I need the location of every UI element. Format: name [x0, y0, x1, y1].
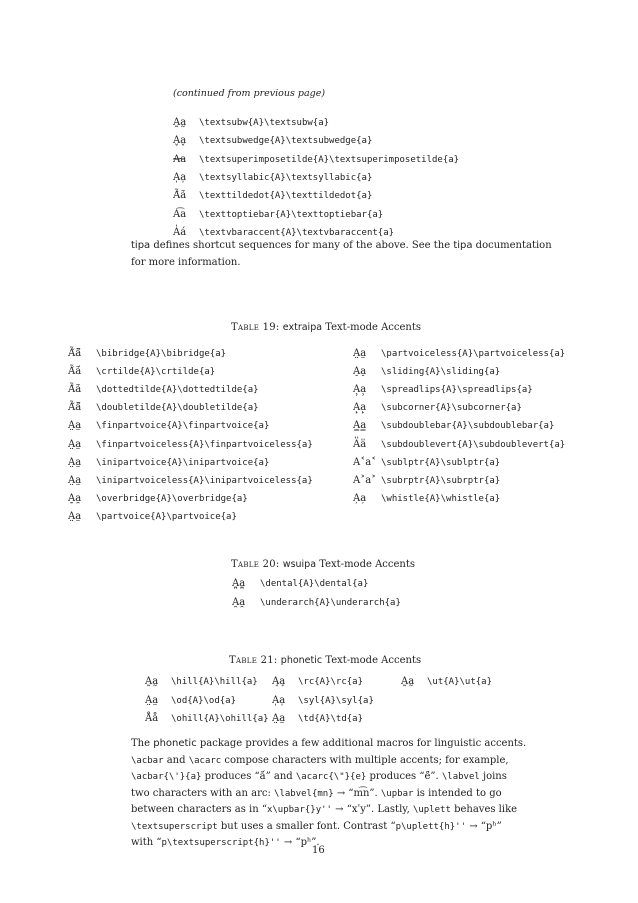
accent-glyph: A̬a̬	[173, 135, 187, 147]
accent-row	[173, 152, 459, 168]
accent-row	[353, 418, 554, 434]
accent-row	[353, 364, 500, 380]
accent-glyph: A̪a̪	[232, 578, 246, 589]
accent-command: \inipartvoiceless{A}\inipartvoiceless{a}	[96, 475, 313, 486]
accent-command: \inipartvoice{A}\inipartvoice{a}	[96, 457, 270, 468]
accent-row	[401, 674, 492, 690]
accent-row	[68, 473, 313, 489]
accent-command: \rc{A}\rc{a}	[298, 677, 364, 687]
accent-glyph: A̴a̴	[173, 153, 187, 165]
accent-row	[353, 400, 522, 416]
accent-glyph: A̤a̤	[68, 510, 82, 522]
accent-row	[272, 693, 374, 709]
accent-command: \dottedtilde{A}\dottedtilde{a}	[96, 385, 259, 396]
accent-glyph: A̩a̩	[272, 694, 286, 706]
accent-command: \partvoiceless{A}\partvoiceless{a}	[381, 349, 566, 359]
accent-row	[173, 188, 372, 204]
accent-row	[353, 473, 500, 489]
accent-command: \textsubwedge{A}\textsubwedge{a}	[199, 136, 373, 147]
accent-row	[353, 491, 500, 507]
accent-glyph: A̤a̤	[68, 438, 82, 450]
accent-glyph: A̠a̠	[353, 366, 367, 378]
accent-command: \subdoublebar{A}\subdoublebar{a}	[381, 421, 555, 432]
accent-command: \bibridge{A}\bibridge{a}	[96, 349, 227, 359]
accent-command: \td{A}\td{a}	[298, 714, 364, 724]
accent-glyph: A̤a̤	[145, 694, 159, 706]
accent-command: \texttoptiebar{A}\texttoptiebar{a}	[199, 209, 384, 220]
accent-glyph: Ã̃ã̃	[68, 348, 82, 359]
accent-command: \ut{A}\ut{a}	[427, 677, 493, 687]
accent-row	[353, 455, 500, 471]
accent-glyph: A̍á	[173, 226, 187, 238]
accent-row	[173, 133, 372, 149]
accent-row	[272, 674, 363, 690]
accent-command: \subcorner{A}\subcorner{a}	[381, 403, 522, 414]
table19-caption: Table 19: extraipa Text-mode Accents	[231, 322, 422, 333]
page-number: 16	[312, 845, 325, 856]
accent-command: \texttildedot{A}\texttildedot{a}	[199, 191, 373, 202]
accent-command: \sliding{A}\sliding{a}	[381, 367, 501, 378]
accent-row	[68, 346, 226, 362]
accent-command: \sublptr{A}\sublptr{a}	[381, 457, 501, 468]
accent-row	[272, 711, 363, 727]
accent-command: \crtilde{A}\crtilde{a}	[96, 367, 216, 378]
accent-glyph: Ã́ã́	[68, 366, 82, 378]
accent-command: \textvbaraccent{A}\textvbaraccent{a}	[199, 227, 395, 238]
accent-glyph: Ã̇ã̇	[68, 384, 82, 396]
accent-row	[68, 437, 313, 453]
accent-command: \subdoublevert{A}\subdoublevert{a}	[381, 439, 566, 450]
accent-glyph: A̤a̤	[68, 456, 82, 468]
continued-note: (continued from previous page)	[173, 88, 326, 99]
accent-command: \finpartvoiceless{A}\finpartvoiceless{a}	[96, 439, 313, 450]
accent-command: \textsubw{A}\textsubw{a}	[199, 118, 330, 128]
accent-command: \partvoice{A}\partvoice{a}	[96, 511, 237, 522]
accent-glyph: A͡a	[173, 208, 187, 220]
accent-row	[232, 595, 401, 611]
accent-command: \subrptr{A}\subrptr{a}	[381, 475, 501, 486]
accent-command: \overbridge{A}\overbridge{a}	[96, 493, 248, 504]
accent-glyph: A̰a̰	[145, 676, 159, 687]
accent-row	[68, 364, 215, 380]
accent-glyph: A̰a̰	[173, 117, 187, 128]
accent-command: \spreadlips{A}\spreadlips{a}	[381, 385, 533, 396]
accent-glyph: A̤a̤	[272, 713, 286, 724]
accent-row	[145, 674, 258, 690]
accent-glyph: A̤a̤	[68, 474, 82, 486]
accent-row	[68, 491, 248, 507]
accent-glyph: A̯a̯	[232, 597, 246, 608]
accent-command: \doubletilde{A}\doubletilde{a}	[96, 403, 259, 414]
accent-glyph: A˃a˃	[353, 474, 377, 486]
table20-caption: Table 20: wsuipa Text-mode Accents	[231, 559, 415, 570]
accent-glyph: A̳a̳	[353, 420, 367, 432]
accent-glyph: Ã̇ã̇	[173, 190, 187, 202]
accent-glyph: Ã̃ã̃	[68, 402, 82, 414]
accent-glyph: A̰a̰	[401, 676, 415, 687]
accent-command: \od{A}\od{a}	[171, 695, 237, 706]
accent-glyph: A̦a̦	[353, 492, 367, 504]
accent-glyph: A̼a̼	[68, 492, 82, 504]
accent-row	[68, 455, 269, 471]
accent-glyph: A̹a̹	[353, 384, 367, 396]
accent-row	[173, 115, 329, 131]
accent-row	[353, 437, 565, 453]
accent-command: \underarch{A}\underarch{a}	[260, 598, 401, 608]
accent-command: \syl{A}\syl{a}	[298, 695, 374, 706]
accent-glyph: A̎a̎	[353, 438, 367, 450]
phonetic-paragraph: The phonetic package provides a few additional macros for linguistic accents. \acbar and \acarc compose characters with multiple accents; for example, \acbar{\'}{a} produces “ā́” and \acarc{\"}{e} produces “ë̑”. \labvel joins two characters with an arc: \labvel{mn} → “m͡n”. \upbar is intended to go between characters as in “x\upbar{}y'' → “xˈy”. Lastly, \uplett behaves like \textsuperscript but uses a smaller font. Contrast “p\uplett{h}'' → “pʰ” with “p\textsuperscript{h}'' → “pʰ”.	[131, 738, 527, 848]
accent-glyph: A˂a˂	[353, 456, 377, 468]
accent-glyph: A̤a̤	[68, 420, 82, 432]
accent-glyph: A̙a̙	[353, 402, 367, 414]
accent-row	[68, 418, 269, 434]
table21-caption: Table 21: phonetic Text-mode Accents	[229, 655, 422, 666]
accent-row	[145, 693, 236, 709]
accent-row	[68, 400, 259, 416]
accent-row	[68, 382, 259, 398]
accent-row	[68, 509, 237, 525]
accent-row	[353, 346, 565, 362]
accent-glyph: A̧a̧	[272, 676, 286, 687]
accent-glyph: A̩a̩	[173, 171, 187, 183]
accent-command: \dental{A}\dental{a}	[260, 579, 369, 589]
accent-row	[353, 382, 533, 398]
accent-row	[232, 576, 368, 592]
accent-row	[173, 207, 383, 223]
accent-command: \whistle{A}\whistle{a}	[381, 493, 501, 504]
accent-glyph: A̤a̤	[353, 348, 367, 359]
accent-command: \textsuperimposetilde{A}\textsuperimposetilde{a}	[199, 154, 460, 165]
accent-command: \finpartvoice{A}\finpartvoice{a}	[96, 421, 270, 432]
accent-row	[173, 170, 372, 186]
accent-command: \hill{A}\hill{a}	[171, 677, 258, 687]
accent-command: \textsyllabic{A}\textsyllabic{a}	[199, 172, 373, 183]
accent-command: \ohill{A}\ohill{a}	[171, 714, 269, 724]
tipa-note: tipa defines shortcut sequences for many of the above. See the tipa documentation for more information.	[131, 240, 552, 268]
accent-row	[145, 711, 269, 727]
accent-glyph: Åå	[145, 713, 159, 724]
